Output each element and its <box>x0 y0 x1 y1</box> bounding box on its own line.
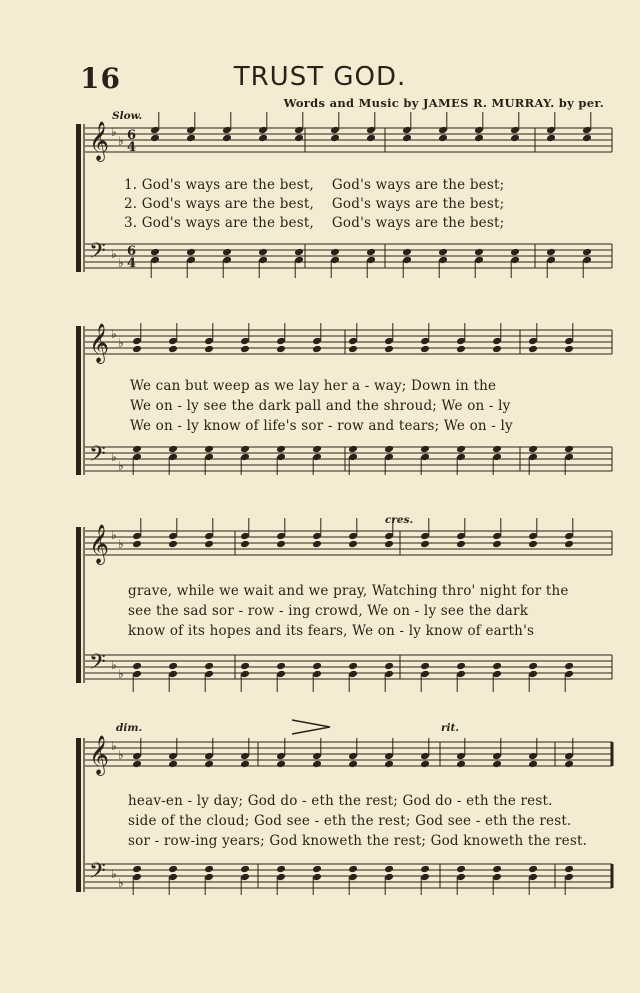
flat-icon: ♭ <box>118 748 124 762</box>
notehead <box>564 760 574 769</box>
notehead <box>492 760 502 769</box>
notehead <box>204 760 214 769</box>
credit-line: Words and Music by JAMES R. MURRAY. by per. <box>283 96 604 110</box>
treble-clef-icon: 𝄞 <box>89 524 110 564</box>
notehead <box>348 760 358 769</box>
notehead <box>168 865 178 874</box>
flat-icon: ♭ <box>111 658 117 672</box>
notehead <box>240 865 250 874</box>
notehead <box>204 865 214 874</box>
notehead <box>348 865 358 874</box>
accent-icon <box>292 720 330 734</box>
notehead <box>528 760 538 769</box>
notehead <box>132 760 142 769</box>
lyric-verse-3: We on - ly know of life's sor - row and tears; We on - ly <box>130 418 513 434</box>
flat-icon: ♭ <box>118 256 124 270</box>
lyric-verse-3: 3. God's ways are the best, God's ways are the best; <box>124 215 505 231</box>
system-brace <box>76 738 81 892</box>
notehead <box>132 865 142 874</box>
flat-icon: ♭ <box>111 528 117 542</box>
flat-icon: ♭ <box>111 450 117 464</box>
notehead <box>492 865 502 874</box>
notehead <box>276 760 286 769</box>
flat-icon: ♭ <box>111 739 117 753</box>
hymn-title: TRUST GOD. <box>233 62 407 92</box>
bass-clef-icon: 𝄢 <box>89 442 106 472</box>
notehead <box>420 865 430 874</box>
lyric-verse-3: sor - row-ing years; God knoweth the rest; God knoweth the rest. <box>128 833 588 849</box>
flat-icon: ♭ <box>118 336 124 350</box>
lyric-verse-2: side of the cloud; God see - eth the rest; God see - eth the rest. <box>128 813 572 829</box>
flat-icon: ♭ <box>118 134 124 148</box>
lyric-verse-3: know of its hopes and its fears, We on - ly know of earth's <box>128 623 535 639</box>
time-signature-bottom: 4 <box>127 256 137 271</box>
notehead <box>312 865 322 874</box>
bass-clef-icon: 𝄢 <box>89 239 106 269</box>
notehead <box>384 760 394 769</box>
tempo-marking: Slow. <box>112 110 143 122</box>
flat-icon: ♭ <box>118 876 124 890</box>
notehead <box>420 760 430 769</box>
notehead <box>384 865 394 874</box>
flat-icon: ♭ <box>111 125 117 139</box>
lyric-verse-2: see the sad sor - row - ing crowd, We on - ly see the dark <box>128 603 529 619</box>
lyric-verse-1: We can but weep as we lay her a - way; Down in the <box>130 378 497 394</box>
bass-clef-icon: 𝄢 <box>89 650 106 680</box>
lyric-verse-1: grave, while we wait and we pray, Watching thro' night for the <box>128 583 569 599</box>
diminuendo-marking: dim. <box>116 722 143 734</box>
page-number: 16 <box>80 62 121 95</box>
notehead <box>564 865 574 874</box>
notehead <box>456 865 466 874</box>
notehead <box>276 865 286 874</box>
time-signature-top: 6 <box>127 244 137 259</box>
notehead <box>456 760 466 769</box>
flat-icon: ♭ <box>118 459 124 473</box>
treble-clef-icon: 𝄞 <box>89 121 110 161</box>
flat-icon: ♭ <box>111 867 117 881</box>
time-signature-bottom: 4 <box>127 140 137 155</box>
lyric-verse-2: 2. God's ways are the best, God's ways are the best; <box>124 196 505 212</box>
treble-clef-icon: 𝄞 <box>89 323 110 363</box>
flat-icon: ♭ <box>118 537 124 551</box>
notehead <box>240 760 250 769</box>
treble-clef-icon: 𝄞 <box>89 735 110 775</box>
crescendo-marking: cres. <box>385 514 414 526</box>
lyric-verse-1: 1. God's ways are the best, God's ways are the best; <box>124 177 505 193</box>
lyric-verse-2: We on - ly see the dark pall and the shroud; We on - ly <box>130 398 511 414</box>
flat-icon: ♭ <box>111 247 117 261</box>
notehead <box>168 760 178 769</box>
notehead <box>528 865 538 874</box>
notehead <box>312 760 322 769</box>
flat-icon: ♭ <box>118 667 124 681</box>
flat-icon: ♭ <box>111 327 117 341</box>
ritardando-marking: rit. <box>441 722 460 734</box>
bass-clef-icon: 𝄢 <box>89 859 106 889</box>
lyric-verse-1: heav-en - ly day; God do - eth the rest; God do - eth the rest. <box>128 793 553 809</box>
time-signature-top: 6 <box>127 128 137 143</box>
